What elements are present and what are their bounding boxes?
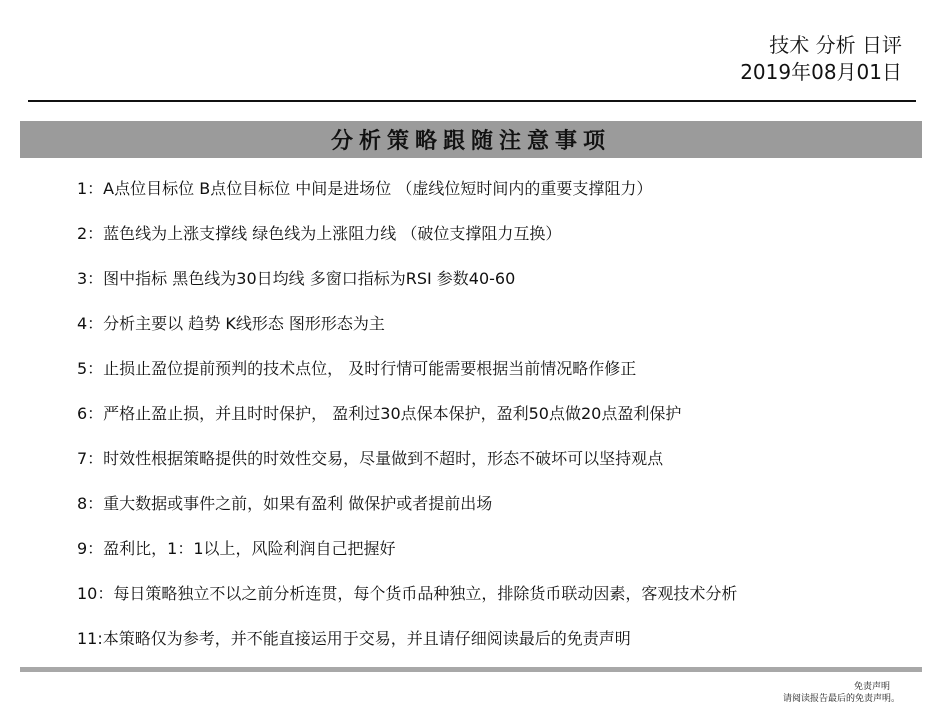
note-item: 1：A点位目标位 B点位目标位 中间是进场位 （虚线位短时间内的重要支撑阻力） (77, 179, 653, 198)
note-item: 3：图中指标 黑色线为30日均线 多窗口指标为RSI 参数40-60 (77, 269, 516, 288)
note-item: 9：盈利比，1：1以上，风险利润自己把握好 (77, 539, 396, 558)
note-item: 7：时效性根据策略提供的时效性交易，尽量做到不超时，形态不破坏可以坚持观点 (77, 449, 664, 468)
note-item: 10：每日策略独立不以之前分析连贯，每个货币品种独立，排除货币联动因素，客观技术分析 (77, 584, 738, 603)
section-title: 分析策略跟随注意事项 (330, 129, 611, 154)
note-item: 6：严格止盈止损，并且时时保护， 盈利过30点保本保护，盈利50点做20点盈利保护 (77, 404, 682, 423)
note-item: 8：重大数据或事件之前，如果有盈利 做保护或者提前出场 (77, 494, 493, 513)
header-divider (28, 100, 916, 102)
report-header (740, 32, 902, 86)
disclaimer-text: 请阅读报告最后的免责声明。 (782, 694, 900, 704)
note-item: 4：分析主要以 趋势 K线形态 图形形态为主 (77, 314, 385, 333)
section-title-bar (20, 121, 922, 158)
note-item: 11:本策略仅为参考，并不能直接运用于交易，并且请仔细阅读最后的免责声明 (77, 629, 631, 648)
report-type: 技术 分析 日评 (769, 33, 902, 57)
footer-divider (20, 667, 922, 672)
note-item: 2：蓝色线为上涨支撑线 绿色线为上涨阻力线 （破位支撑阻力互换） (77, 224, 562, 243)
notes-list (77, 172, 917, 667)
disclaimer-title: 免责声明 (853, 682, 890, 692)
report-date: 2019年08月01日 (740, 60, 902, 84)
footer-disclaimer (783, 681, 900, 705)
note-item: 5：止损止盈位提前预判的技术点位， 及时行情可能需要根据当前情况略作修正 (77, 359, 637, 378)
